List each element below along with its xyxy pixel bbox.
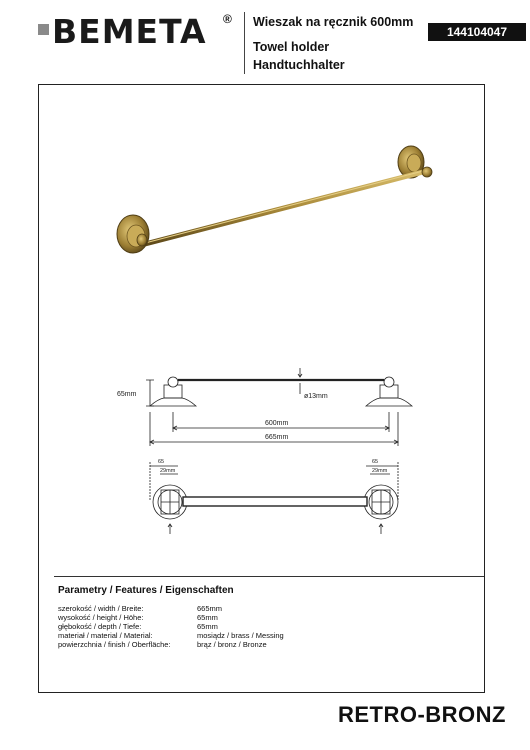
param-value-width: 665mm	[197, 604, 223, 613]
dim-base-outer-left: 65	[158, 459, 165, 465]
dim-base-outer-right: 65	[372, 459, 379, 465]
title-de: Handtuchhalter	[253, 58, 345, 72]
dim-base-inner-right: 29mm	[372, 468, 388, 474]
param-label-depth: głębokość / depth / Tiefe:	[58, 622, 142, 631]
collection-name: RETRO-BRONZ	[337, 702, 506, 727]
brand-logo: BEMETA	[52, 12, 207, 51]
param-label-height: wysokość / height / Höhe:	[58, 613, 144, 622]
product-code-badge: 144104047	[428, 23, 526, 41]
param-label-finish: powierzchnia / finish / Oberfläche:	[58, 640, 171, 649]
param-value-material: mosiądz / brass / Messing	[197, 631, 284, 640]
registered-mark: ®	[223, 12, 232, 26]
dim-total-label: 665mm	[265, 434, 289, 441]
param-value-depth: 65mm	[197, 622, 218, 631]
param-label-width: szerokość / width / Breite:	[58, 604, 144, 613]
params-title: Parametry / Features / Eigenschaften	[58, 585, 234, 596]
dim-height-label: 65mm	[117, 391, 137, 398]
dim-inner-label: 600mm	[265, 420, 289, 427]
param-label-material: materiał / material / Material:	[58, 631, 153, 640]
dim-diameter-label: ø13mm	[304, 393, 328, 400]
param-value-height: 65mm	[197, 613, 218, 622]
title-pl: Wieszak na ręcznik 600mm	[253, 15, 414, 29]
title-en: Towel holder	[253, 40, 330, 54]
params-divider	[54, 576, 484, 577]
param-value-finish: brąz / bronz / Bronze	[197, 640, 267, 649]
dim-base-inner-left: 29mm	[160, 468, 176, 474]
